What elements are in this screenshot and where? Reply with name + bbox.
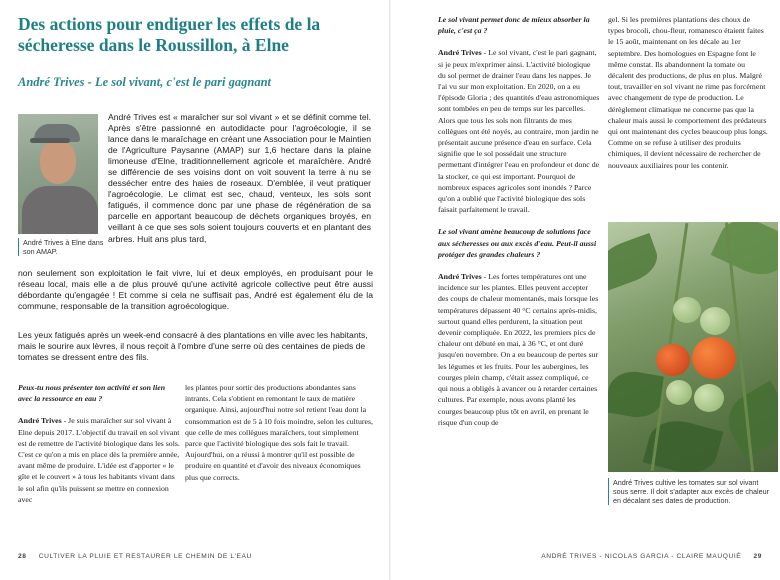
intro-paragraph: André Trives est « maraîcher sur sol vivant » et se définit comme tel. Après s'être passionné en autodidacte pour l'agroécologie, il se lance dans le maraîchage en créant une Association pour le Maintien de l'Agriculture Paysanne (AMAP) sur 1,6 hectare dans la plaine limoneuse d'Elne, traditionnellement agricole et maraîchère. André se différencie de ses voisins dont on voit souvent la terre à nu se dessécher entre des haies de roseaux. D'emblée, il veut pratiquer l'agroécologie. Le climat est sec, chaud, venteux, les sols sont fatigués, il commence donc par une phase de régénération de sa parcelle en apportant beaucoup de déchets organiques broyés, en veillant à ce que ses sols soient toujours couverts et en plantant des arbres. Huit ans plus tard, xyxy=(108,112,371,244)
answer-3-continued: gel. Si les premières plantations des choux de types brocoli, chou-fleur, romanesco étaient faites le 15 août, maintenant on les décale au 1er septembre. Des homologues en Espagne font le même constat. Ils abandonnent la tomate ou décalent des productions, de plus en plus. Malgré tout, travailler en sol vivant ne rime pas forcément avec changement de type de production. Le dérèglement climatique ne concerne pas que la chaleur mais aussi le comportement des prédateurs qui ont maintenant des cycles beaucoup plus longs. Comme on se refuse à utiliser des produits chimiques, il devient nécessaire de rechercher de nouveaux auxiliaires pour les contenir. xyxy=(608,15,768,170)
intro-paragraph-continued: non seulement son exploitation le fait vivre, lui et deux employés, en produisant pour le réseau local, mais elle a de plus prouvé qu'une activité agricole collective peut être aussi débordante qu'engagée ! Et comme si cela ne suffisait pas, André est également élu de la commune, responsable de la transition agroécologique. xyxy=(18,268,373,312)
speaker-name: André Trives xyxy=(18,416,62,426)
article-title: Des actions pour endiguer les effets de la sécheresse dans le Roussillon, à Elne xyxy=(18,14,321,55)
left-column-1 xyxy=(18,382,180,505)
speaker-name: André Trives xyxy=(438,48,482,58)
question-1: Peux-tu nous présenter ton activité et son lien avec la ressource en eau ? xyxy=(18,383,166,404)
right-column-2 xyxy=(608,14,768,171)
tomato-photo-caption: André Trives cultive les tomates sur sol vivant sous serre. Il doit s'adapter aux excès de chaleur en décalant ses dates de production. xyxy=(608,478,773,505)
right-page xyxy=(390,0,780,580)
page-number-left: 28 xyxy=(18,553,27,560)
portrait-body xyxy=(22,186,98,234)
lead-paragraph: Les yeux fatigués après un week-end consacré à des plantations en ville avec les habitants, mais le sourire aux lèvres, il nous reçoit à l'ombre d'une serre où des centaines de pieds de tomates se dressent entre des fils. xyxy=(18,330,368,363)
answer-1-continued: les plantes pour sortir des productions abondantes sans intrants. Cela s'obtient en remontant le taux de matière organique. Ainsi, aujourd'hui notre sol retient l'eau dont la consommation est de 5 à 10 fois moindre, selon les cultures, que celle de mes collègues maraîchers, tout simplement parce que l'activité biologique des sols fait le travail. Aujourd'hui, on a réussi à montrer qu'il est possible de produire en quantité et d'avoir des niveaux économiques plus que corrects. xyxy=(185,383,373,482)
page-number-right: 29 xyxy=(753,553,762,560)
right-column-1 xyxy=(438,14,600,428)
portrait-face xyxy=(40,140,76,184)
question-3: Le sol vivant amène beaucoup de solutions face aux sécheresses ou aux excès d'eau. Peut-il aussi protéger des grandes chaleurs ? xyxy=(438,227,597,259)
speaker-name: André Trives xyxy=(438,272,482,282)
article-subtitle: André Trives - Le sol vivant, c'est le pari gagnant xyxy=(18,75,271,89)
portrait-cap-brim xyxy=(30,138,70,143)
answer-3-text: - Les fortes températures ont une incidence sur les plantes. Elles peuvent accepter des coups de chaleur momentanés, mais lorsque les températures dépassent 40 °C certains après-midis, surtout quand elles perdurent, la situation peut devenir compliquée. En 2022, les premiers pics de chaleur ont débuté en mai, à 36 °C, et ont duré jusqu'en novembre. On a eu beaucoup de pertes sur les légumes et les fruits. Pour les aubergines, les courges plein champ, c'était assez compliqué, ce qui nous a obligés à avancer ou à retarder certaines cultures. Par exemple, nous avons planté les courges beaucoup plus tôt en avril, en prenant le risque d'un coup de xyxy=(438,272,599,427)
right-footer xyxy=(541,553,762,560)
andre-trives-portrait-photo xyxy=(18,114,98,234)
answer-1-text: - Je suis maraîcher sur sol vivant à Elne depuis 2017. L'objectif du travail en sol vivant est de remettre de l'activité biologique dans les sols. C'est ce qu'on a mis en place dès la première année, avant même de produire. L'idée est d'apporter « le gîte et le couvert » à tous les habitants vivant dans le sol afin qu'ils puissent se mettre en connexion avec xyxy=(18,416,180,504)
right-running-title: ANDRÉ TRIVES - NICOLAS GARCIA - CLAIRE MAUQUIÉ xyxy=(541,553,742,560)
portrait-caption: André Trives à Elne dans son AMAP. xyxy=(18,238,105,256)
left-footer xyxy=(18,553,252,560)
answer-2-text: - Le sol vivant, c'est le pari gagnant, si je peux m'exprimer ainsi. L'activité biologique du sol permet de drainer l'eau dans les nappes. Je l'ai vu sur mon exploitation. En 2020, on a eu l'épisode Gloria ; des quantités d'eau astronomiques sont tombées en peu de temps sur les parcelles. Alors que tous les sols non filtrants de mes collègues ont été noyés, au contraire, mon jardin ne présentait aucune présence d'eau en surface. Cela signifie que le sol possédait une structure permettant d'intégrer l'eau en profondeur et donc de la stocker, ce qui est important. Pourquoi de nombreux espaces agricoles sont inondés ? Parce qu'on a oublié que l'activité biologique des sols faisait parfaitement le travail. xyxy=(438,48,600,215)
tomato-greenhouse-photo xyxy=(608,222,778,472)
left-running-title: CULTIVER LA PLUIE ET RESTAURER LE CHEMIN DE L'EAU xyxy=(38,553,252,560)
left-column-2 xyxy=(185,382,373,483)
question-2: Le sol vivant permet donc de mieux absorber la pluie, c'est ça ? xyxy=(438,15,590,36)
